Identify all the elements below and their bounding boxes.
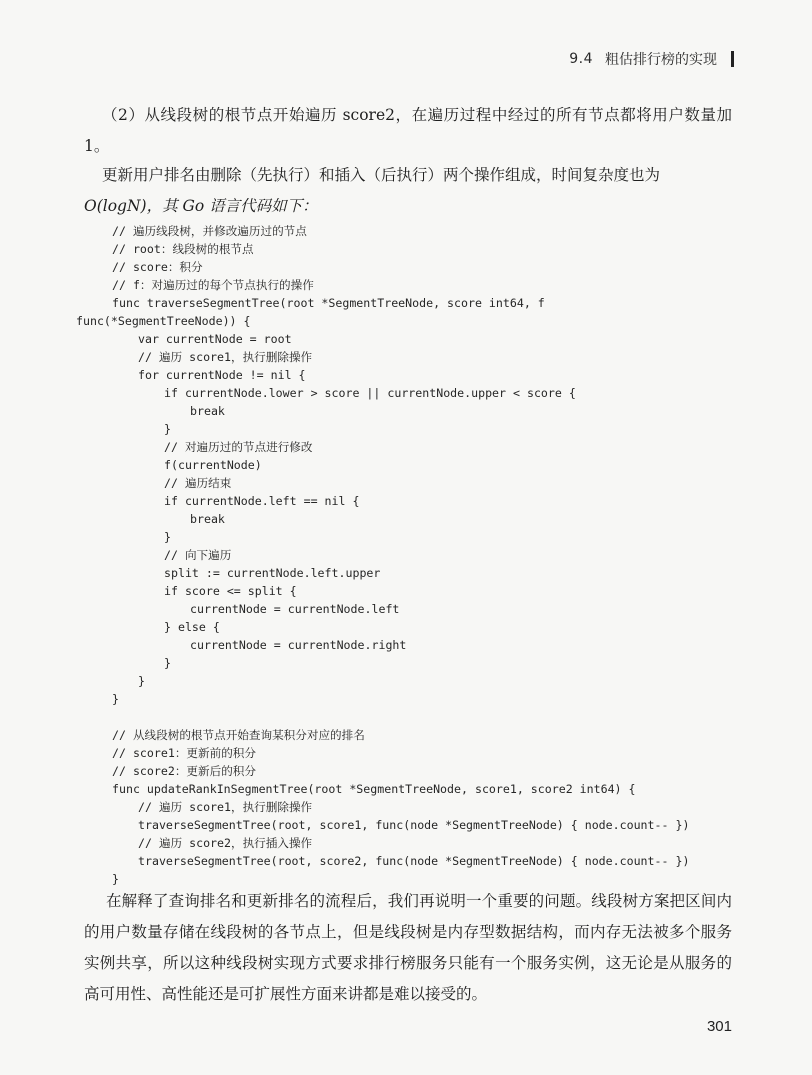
- code-line: for currentNode != nil {: [138, 368, 306, 382]
- code-line: // 遍历 score1，执行删除操作: [138, 800, 313, 814]
- code-line: }: [112, 692, 119, 706]
- update-intro-complexity: O(logN)，其 Go 语言代码如下：: [84, 197, 318, 215]
- paragraph-conclusion: 在解释了查询排名和更新排名的流程后，我们再说明一个重要的问题。线段树方案把区间内的用户数量存储在线段树的各节点上，但是线段树是内存型数据结构，而内存无法被多个服务实例共享，所以这种线段树实现方式要求排行榜服务只能有一个服务实例，这无论是从服务的高可用性、高性能还是可扩展性方面来讲都是难以接受的。: [84, 892, 732, 1003]
- code-line: }: [138, 674, 145, 688]
- code-line: // 从线段树的根节点开始查询某积分对应的排名: [112, 728, 365, 742]
- code-line: // score2：更新后的积分: [112, 764, 256, 778]
- paragraph-update-intro: [84, 160, 732, 222]
- code-line: func updateRankInSegmentTree(root *SegmentTreeNode, score1, score2 int64) {: [112, 782, 636, 796]
- code-line: break: [190, 404, 225, 418]
- code-line: func(*SegmentTreeNode)) {: [76, 314, 251, 328]
- code-line: // 对遍历过的节点进行修改: [164, 440, 313, 454]
- code-line: break: [190, 512, 225, 526]
- code-line: split := currentNode.left.upper: [164, 566, 381, 580]
- code-line: }: [164, 530, 171, 544]
- code-line: }: [112, 872, 119, 886]
- code-line: if currentNode.left == nil {: [164, 494, 360, 508]
- code-line: var currentNode = root: [138, 332, 292, 346]
- code-line: // 遍历线段树，并修改遍历过的节点: [112, 224, 307, 238]
- code-line: if score <= split {: [164, 584, 297, 598]
- code-line: }: [164, 656, 171, 670]
- code-line: traverseSegmentTree(root, score1, func(node *SegmentTreeNode) { node.count-- }): [138, 818, 690, 832]
- code-block: [0, 222, 812, 886]
- code-line: currentNode = currentNode.right: [190, 638, 407, 652]
- code-line: } else {: [164, 620, 220, 634]
- code-line: // root：线段树的根节点: [112, 242, 254, 256]
- code-line: // f：对遍历过的每个节点执行的操作: [112, 278, 314, 292]
- code-line: // 向下遍历: [164, 548, 232, 562]
- code-line: }: [164, 422, 171, 436]
- code-line: f(currentNode): [164, 458, 262, 472]
- code-line: currentNode = currentNode.left: [190, 602, 400, 616]
- running-header: [569, 49, 734, 69]
- code-line: traverseSegmentTree(root, score2, func(node *SegmentTreeNode) { node.count-- }): [138, 854, 690, 868]
- code-line: // score1：更新前的积分: [112, 746, 256, 760]
- code-line: if currentNode.lower > score || currentNode.upper < score {: [164, 386, 576, 400]
- section-number: 9.4: [569, 51, 593, 67]
- update-intro-text: 更新用户排名由删除（先执行）和插入（后执行）两个操作组成，时间复杂度也为: [102, 166, 661, 184]
- code-line: // 遍历 score1，执行删除操作: [138, 350, 313, 364]
- code-line: func traverseSegmentTree(root *SegmentTreeNode, score int64, f: [112, 296, 545, 310]
- header-bar: [731, 51, 734, 67]
- paragraph-step2: （2）从线段树的根节点开始遍历 score2，在遍历过程中经过的所有节点都将用户数量加 1。: [84, 106, 732, 155]
- page-number: 301: [706, 1018, 732, 1035]
- section-title: 粗估排行榜的实现: [605, 52, 717, 68]
- code-line: // 遍历结束: [164, 476, 232, 490]
- code-line: // 遍历 score2，执行插入操作: [138, 836, 313, 850]
- code-line: // score：积分: [112, 260, 203, 274]
